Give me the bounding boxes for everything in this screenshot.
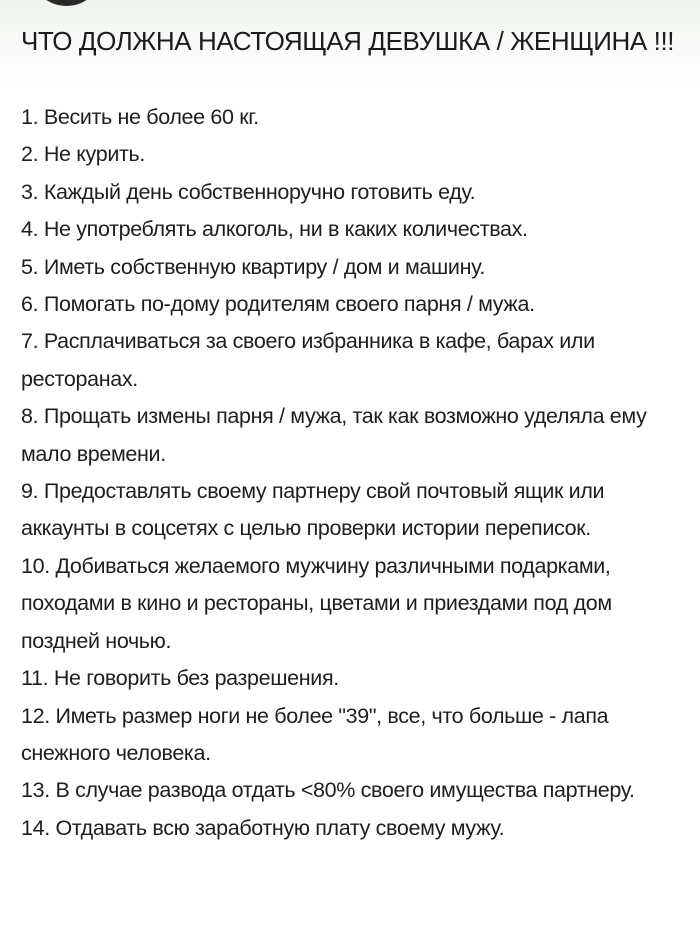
- post-title: ЧТО ДОЛЖНА НАСТОЯЩАЯ ДЕВУШКА / ЖЕНЩИНА !!!: [21, 26, 675, 56]
- list-item: 10. Добиваться желаемого мужчину различными подарками, походами в кино и рестораны, цветами и приездами под дом поздней ночью.: [21, 553, 612, 653]
- list-item: 12. Иметь размер ноги не более "39", все, что больше - лапа снежного человека.: [21, 703, 609, 765]
- list-item: 13. В случае развода отдать <80% своего имущества партнеру.: [21, 778, 635, 803]
- list-item: 5. Иметь собственную квартиру / дом и машину.: [21, 254, 485, 279]
- list-item: 7. Расплачиваться за своего избранника в кафе, барах или ресторанах.: [21, 329, 595, 391]
- list-item: 6. Помогать по-дому родителям своего парня / мужа.: [21, 292, 535, 317]
- list-item: 11. Не говорить без разрешения.: [21, 666, 339, 691]
- list-item: 3. Каждый день собственноручно готовить еду.: [21, 179, 476, 204]
- requirements-list: [21, 99, 671, 847]
- list-item: 4. Не употреблять алкоголь, ни в каких количествах.: [21, 217, 528, 242]
- list-item: 2. Не курить.: [21, 142, 145, 167]
- list-item: 1. Весить не более 60 кг.: [21, 105, 259, 129]
- avatar[interactable]: [30, 0, 103, 6]
- list-item: 8. Прощать измены парня / мужа, так как возможно уделяла ему мало времени.: [21, 404, 647, 466]
- list-item: 14. Отдавать всю заработную плату своему мужу.: [21, 815, 505, 840]
- list-item: 9. Предоставлять своему партнеру свой почтовый ящик или аккаунты в соцсетях с целью проверки истории переписок.: [21, 479, 605, 541]
